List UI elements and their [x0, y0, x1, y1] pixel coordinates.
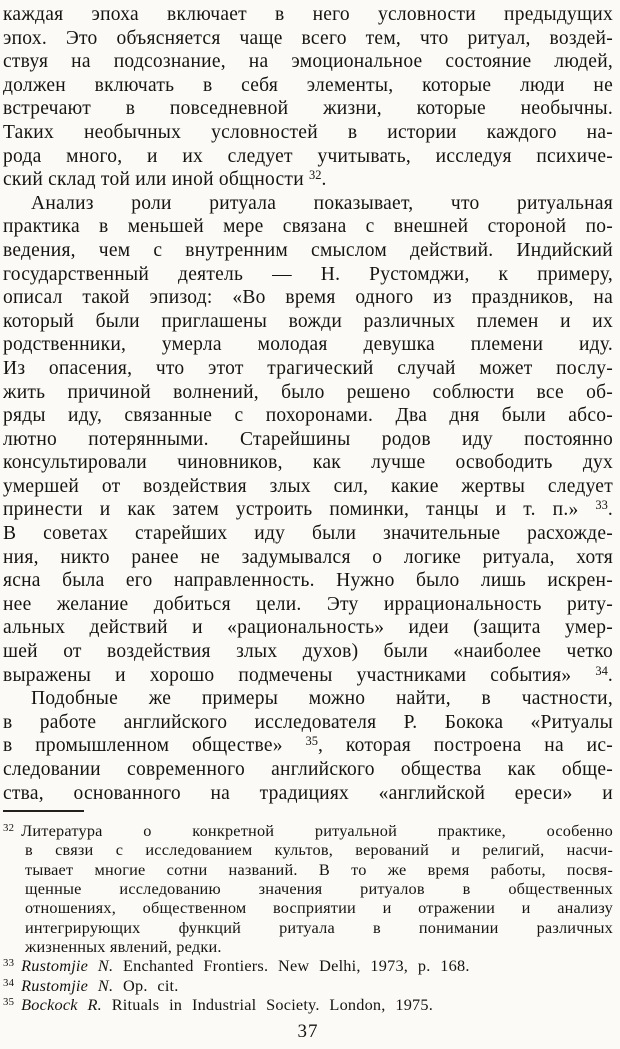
- footnote-ref: 33: [595, 498, 608, 513]
- footnote: [3, 821, 613, 956]
- footnote-line: интегрирующих функций ритуала в понимании различных: [25, 917, 613, 937]
- text-line: ствуя на подсознание, на эмоциональное состояние людей,: [3, 51, 613, 73]
- text-line: принести и как затем устроить поминки, танцы и т. п.» $^{33}$.: [3, 498, 613, 521]
- text-line: встречают в повседневной жизни, которые необычны.: [3, 98, 613, 120]
- text-line: эпох. Это объясняется чаще всего тем, что ритуал, воздей-: [3, 27, 613, 49]
- text-line: родственники, умерла молодая девушка племени иду.: [3, 334, 613, 356]
- footnote-line: $^{34}$ Rustomjie N. Op. cit.: [3, 975, 179, 995]
- text-line: Подобные же примеры можно найти, в частности,: [31, 688, 613, 710]
- text-line: умершей от воздействия злых сил, какие жертвы следует: [3, 475, 613, 497]
- text-line: ния, никто ранее не задумывался о логике ритуала, хотя: [3, 546, 613, 568]
- text-line: жить причиной волнений, было решено соблюсти все об-: [3, 381, 613, 403]
- footnote-separator: [3, 810, 84, 812]
- author-name: Rustomjie N.: [21, 956, 114, 976]
- footnote: [3, 975, 613, 995]
- text-line: ряды иду, связанные с похоронами. Два дня были абсо-: [3, 405, 613, 427]
- text-line: шей от воздействия злых духов) были «наиболее четко: [3, 641, 613, 663]
- text-line: В советах старейших иду были значительные расхожде-: [3, 523, 613, 545]
- text-line: лютно потерянными. Старейшины родов иду постоянно: [3, 428, 613, 450]
- author-name: Rustomjie N.: [21, 975, 114, 995]
- footnote: [3, 994, 613, 1014]
- text-line: следовании современного английского общества как обще-: [3, 759, 613, 780]
- text-line: в промышленном обществе» $^{35}$, которая построена на ис-: [3, 734, 613, 757]
- footnote-line: в связи с исследованием культов, верований и религий, насчи-: [25, 840, 613, 860]
- footnote: [3, 956, 613, 976]
- text-line: практика в меньшей мере связана с внешней стороной по-: [3, 216, 613, 238]
- footnote-line: щенные исследованию значения ритуалов в общественных: [25, 879, 613, 899]
- text-line: альных действий и «рациональность» идеи (защита умер-: [3, 617, 613, 639]
- text-line: консультировали чиновников, как лучше освободить дух: [3, 452, 613, 474]
- text-line: ства, основанного на традициях «английской ереси» и: [3, 782, 613, 804]
- text-line: должен включать в себя элементы, которые люди не: [3, 74, 613, 96]
- footnote-marker: 35: [3, 995, 15, 1008]
- footnote-line: тывает многие сотни названий. В то же время работы, посвя-: [25, 859, 613, 879]
- footnotes: [3, 821, 613, 1014]
- footnote-ref: 35: [305, 734, 318, 749]
- text-line: Анализ роли ритуала показывает, что ритуальная: [31, 192, 613, 214]
- text-line: ский склад той или иной общности $^{32}$.: [3, 168, 327, 191]
- text-line: Из опасения, что этот трагический случай может послу-: [3, 357, 613, 379]
- text-line: описал такой эпизод: «Во время одного из праздников, на: [3, 287, 613, 309]
- text-line: ведения, чем с внутренним смыслом действий. Индийский: [3, 239, 613, 261]
- text-line: Таких необычных условностей в истории каждого на-: [3, 121, 613, 143]
- footnote-line: $^{32}$ Литература о конкретной ритуальной практике, особенно: [3, 821, 613, 841]
- footnote-ref: 34: [595, 663, 608, 678]
- footnote-line: $^{33}$ Rustomjie N. Enchanted Frontiers. New Delhi, 1973, p. 168.: [3, 956, 470, 976]
- footnote-line: жизненных явлений, редки.: [25, 936, 222, 956]
- text-line: рода много, и их следует учитывать, исследуя психиче-: [3, 145, 613, 167]
- body-text: [3, 3, 613, 805]
- author-name: Bockock R.: [21, 994, 102, 1014]
- footnote-marker: 32: [3, 822, 15, 835]
- footnote-line: отношениях, общественном восприятии и отражении и анализу: [25, 898, 613, 918]
- text-line: выражены и хорошо подмечены участниками события» $^{34}$.: [3, 663, 613, 686]
- text-line: государственный деятель — Н. Рустомджи, к примеру,: [3, 263, 613, 285]
- page-number: 37: [297, 1021, 319, 1043]
- text-line: в работе английского исследователя Р. Бокока «Ритуалы: [3, 711, 613, 733]
- text-line: каждая эпоха включает в него условности предыдущих: [3, 4, 613, 25]
- footnote-ref: 32: [309, 168, 322, 183]
- text-line: нее желание добиться цели. Эту иррациональность риту-: [3, 593, 613, 615]
- text-line: ясна была его направленность. Нужно было лишь искрен-: [3, 570, 613, 592]
- footnote-marker: 33: [3, 957, 15, 970]
- text-line: который были приглашены вожди различных племен и их: [3, 310, 613, 332]
- footnote-line: $^{35}$ Bockock R. Rituals in Industrial Society. London, 1975.: [3, 994, 433, 1014]
- footnote-marker: 34: [3, 976, 15, 989]
